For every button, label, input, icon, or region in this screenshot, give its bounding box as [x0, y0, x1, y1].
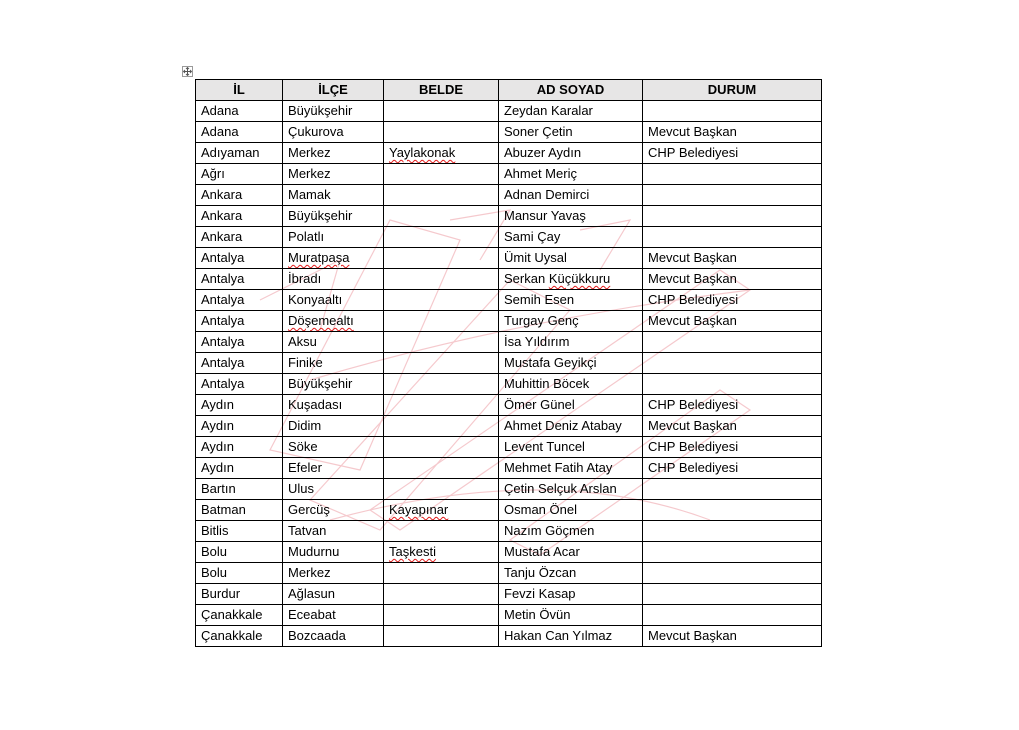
cell-belde[interactable]	[384, 521, 499, 542]
cell-ilce[interactable]: Finike	[283, 353, 384, 374]
cell-ad-soyad[interactable]: İsa Yıldırım	[499, 332, 643, 353]
cell-ilce[interactable]: Polatlı	[283, 227, 384, 248]
table-row	[196, 248, 822, 269]
table-row	[196, 584, 822, 605]
cell-ad-soyad[interactable]: Hakan Can Yılmaz	[499, 626, 643, 647]
cell-durum[interactable]	[643, 584, 822, 605]
cell-ilce[interactable]	[283, 311, 384, 332]
cell-il[interactable]: Antalya	[196, 353, 283, 374]
table-row	[196, 416, 822, 437]
cell-belde[interactable]	[384, 416, 499, 437]
cell-durum[interactable]	[643, 185, 822, 206]
cell-belde[interactable]	[384, 311, 499, 332]
cell-il[interactable]: Aydın	[196, 437, 283, 458]
cell-durum[interactable]: Mevcut Başkan	[643, 626, 822, 647]
spellcheck-word: Taşkesti	[389, 544, 436, 559]
cell-il[interactable]: Ankara	[196, 227, 283, 248]
table-row	[196, 500, 822, 521]
cell-ad-soyad[interactable]: Nazım Göçmen	[499, 521, 643, 542]
cell-il[interactable]: Bartın	[196, 479, 283, 500]
cell-belde[interactable]	[384, 626, 499, 647]
spellcheck-word: Kayapınar	[389, 502, 449, 517]
cell-durum[interactable]	[643, 353, 822, 374]
cell-il[interactable]: Bitlis	[196, 521, 283, 542]
table-row	[196, 353, 822, 374]
cell-durum[interactable]	[643, 164, 822, 185]
cell-il[interactable]: Antalya	[196, 248, 283, 269]
spellcheck-word: Yaylakonak	[389, 145, 456, 160]
cell-belde[interactable]	[384, 437, 499, 458]
cell-il[interactable]: Çanakkale	[196, 605, 283, 626]
cell-ilce[interactable]: Merkez	[283, 563, 384, 584]
cell-ad-soyad[interactable]: Muhittin Böcek	[499, 374, 643, 395]
cell-belde[interactable]	[384, 143, 499, 164]
cell-ilce[interactable]: Söke	[283, 437, 384, 458]
cell-ilce[interactable]: Gercüş	[283, 500, 384, 521]
cell-durum[interactable]: Mevcut Başkan	[643, 122, 822, 143]
cell-il[interactable]: Aydın	[196, 416, 283, 437]
cell-ad-soyad[interactable]: Fevzi Kasap	[499, 584, 643, 605]
cell-ilce[interactable]: Mudurnu	[283, 542, 384, 563]
cell-ilce[interactable]: Büyükşehir	[283, 101, 384, 122]
cell-il[interactable]: Bolu	[196, 542, 283, 563]
cell-ilce[interactable]: Aksu	[283, 332, 384, 353]
cell-il[interactable]: Bolu	[196, 563, 283, 584]
cell-ilce[interactable]: Ulus	[283, 479, 384, 500]
cell-ilce[interactable]: Çukurova	[283, 122, 384, 143]
column-header-belde: BELDE	[384, 80, 499, 101]
cell-ad-soyad[interactable]: Osman Önel	[499, 500, 643, 521]
cell-durum[interactable]	[643, 605, 822, 626]
cell-durum[interactable]: CHP Belediyesi	[643, 290, 822, 311]
cell-durum[interactable]: CHP Belediyesi	[643, 143, 822, 164]
cell-ad-soyad[interactable]	[499, 269, 643, 290]
column-header-durum: DURUM	[643, 80, 822, 101]
cell-il[interactable]: Adana	[196, 122, 283, 143]
cell-belde[interactable]	[384, 458, 499, 479]
cell-il[interactable]: Antalya	[196, 290, 283, 311]
table-row	[196, 437, 822, 458]
spellcheck-word: Döşemealtı	[288, 313, 354, 328]
cell-il[interactable]: Antalya	[196, 311, 283, 332]
cell-word: Serkan	[504, 271, 546, 286]
cell-ad-soyad[interactable]: Semih Esen	[499, 290, 643, 311]
cell-belde[interactable]	[384, 164, 499, 185]
cell-ad-soyad[interactable]: Abuzer Aydın	[499, 143, 643, 164]
cell-il[interactable]: Antalya	[196, 374, 283, 395]
cell-ilce[interactable]: Efeler	[283, 458, 384, 479]
table-row	[196, 479, 822, 500]
cell-ilce[interactable]: Merkez	[283, 143, 384, 164]
cell-belde[interactable]	[384, 374, 499, 395]
table-row	[196, 311, 822, 332]
cell-durum[interactable]	[643, 521, 822, 542]
cell-durum[interactable]	[643, 101, 822, 122]
cell-belde[interactable]	[384, 500, 499, 521]
table-row	[196, 143, 822, 164]
table-header-row	[196, 80, 822, 101]
table-row	[196, 227, 822, 248]
cell-il[interactable]: Antalya	[196, 332, 283, 353]
cell-belde[interactable]	[384, 353, 499, 374]
cell-durum[interactable]	[643, 542, 822, 563]
table-row	[196, 563, 822, 584]
cell-belde[interactable]	[384, 542, 499, 563]
cell-ad-soyad[interactable]: Mansur Yavaş	[499, 206, 643, 227]
cell-durum[interactable]: CHP Belediyesi	[643, 458, 822, 479]
cell-il[interactable]: Antalya	[196, 269, 283, 290]
cell-durum[interactable]	[643, 374, 822, 395]
cell-ilce[interactable]: Büyükşehir	[283, 374, 384, 395]
cell-ad-soyad[interactable]: Ömer Günel	[499, 395, 643, 416]
cell-belde[interactable]	[384, 290, 499, 311]
column-header-ilce: İLÇE	[283, 80, 384, 101]
cell-belde[interactable]	[384, 332, 499, 353]
cell-belde[interactable]	[384, 248, 499, 269]
cell-durum[interactable]: Mevcut Başkan	[643, 248, 822, 269]
table-row	[196, 206, 822, 227]
cell-durum[interactable]: Mevcut Başkan	[643, 269, 822, 290]
table-row	[196, 542, 822, 563]
cell-ilce[interactable]: Tatvan	[283, 521, 384, 542]
cell-belde[interactable]	[384, 479, 499, 500]
column-header-il: İL	[196, 80, 283, 101]
table-row	[196, 626, 822, 647]
cell-durum[interactable]	[643, 479, 822, 500]
cell-ilce[interactable]: Kuşadası	[283, 395, 384, 416]
cell-il[interactable]: Aydın	[196, 458, 283, 479]
mayors-table	[195, 79, 822, 647]
cell-durum[interactable]	[643, 332, 822, 353]
cell-il[interactable]: Aydın	[196, 395, 283, 416]
cell-ilce[interactable]: Mamak	[283, 185, 384, 206]
cell-ad-soyad[interactable]: Ümit Uysal	[499, 248, 643, 269]
cell-ad-soyad[interactable]: Soner Çetin	[499, 122, 643, 143]
cell-belde[interactable]	[384, 395, 499, 416]
table-row	[196, 521, 822, 542]
cell-il[interactable]: Çanakkale	[196, 626, 283, 647]
column-header-ad-soyad: AD SOYAD	[499, 80, 643, 101]
cell-belde[interactable]	[384, 122, 499, 143]
table-row	[196, 101, 822, 122]
cell-ilce[interactable]: Konyaaltı	[283, 290, 384, 311]
spellcheck-word: Küçükkuru	[548, 271, 611, 286]
cell-il[interactable]: Batman	[196, 500, 283, 521]
cell-belde[interactable]	[384, 584, 499, 605]
spellcheck-word: Muratpaşa	[288, 250, 350, 265]
cell-belde[interactable]	[384, 185, 499, 206]
cell-ilce[interactable]: Büyükşehir	[283, 206, 384, 227]
cell-durum[interactable]	[643, 563, 822, 584]
four-arrow-move-icon	[183, 67, 192, 76]
cell-belde[interactable]	[384, 563, 499, 584]
table-row	[196, 374, 822, 395]
cell-ad-soyad[interactable]: Ahmet Deniz Atabay	[499, 416, 643, 437]
cell-durum[interactable]	[643, 500, 822, 521]
cell-il[interactable]: Adıyaman	[196, 143, 283, 164]
table-row	[196, 164, 822, 185]
cell-ilce[interactable]: Merkez	[283, 164, 384, 185]
table-row	[196, 605, 822, 626]
cell-belde[interactable]	[384, 206, 499, 227]
cell-ilce[interactable]: Didim	[283, 416, 384, 437]
cell-ad-soyad[interactable]: Ahmet Meriç	[499, 164, 643, 185]
table-row	[196, 395, 822, 416]
cell-ad-soyad[interactable]: Zeydan Karalar	[499, 101, 643, 122]
cell-ad-soyad[interactable]: Mustafa Acar	[499, 542, 643, 563]
cell-il[interactable]: Ağrı	[196, 164, 283, 185]
cell-il[interactable]: Burdur	[196, 584, 283, 605]
cell-ad-soyad[interactable]: Levent Tuncel	[499, 437, 643, 458]
cell-ilce[interactable]: Bozcaada	[283, 626, 384, 647]
cell-il[interactable]: Ankara	[196, 185, 283, 206]
cell-ad-soyad[interactable]: Tanju Özcan	[499, 563, 643, 584]
cell-belde[interactable]	[384, 227, 499, 248]
cell-ilce[interactable]	[283, 248, 384, 269]
cell-belde[interactable]	[384, 269, 499, 290]
cell-ilce[interactable]: İbradı	[283, 269, 384, 290]
cell-ad-soyad[interactable]: Mustafa Geyikçi	[499, 353, 643, 374]
cell-durum[interactable]: Mevcut Başkan	[643, 311, 822, 332]
table-row	[196, 290, 822, 311]
cell-ad-soyad[interactable]: Adnan Demirci	[499, 185, 643, 206]
table-row	[196, 458, 822, 479]
cell-durum[interactable]: CHP Belediyesi	[643, 395, 822, 416]
cell-ilce[interactable]: Ağlasun	[283, 584, 384, 605]
cell-durum[interactable]: Mevcut Başkan	[643, 416, 822, 437]
table-move-handle[interactable]	[182, 66, 193, 77]
cell-ad-soyad[interactable]: Turgay Genç	[499, 311, 643, 332]
cell-durum[interactable]	[643, 206, 822, 227]
table-row	[196, 332, 822, 353]
cell-il[interactable]: Adana	[196, 101, 283, 122]
cell-durum[interactable]: CHP Belediyesi	[643, 437, 822, 458]
cell-ad-soyad[interactable]: Metin Övün	[499, 605, 643, 626]
cell-ad-soyad[interactable]: Mehmet Fatih Atay	[499, 458, 643, 479]
table-row	[196, 185, 822, 206]
table-row	[196, 269, 822, 290]
cell-ilce[interactable]: Eceabat	[283, 605, 384, 626]
cell-il[interactable]: Ankara	[196, 206, 283, 227]
cell-belde[interactable]	[384, 101, 499, 122]
cell-belde[interactable]	[384, 605, 499, 626]
cell-ad-soyad[interactable]: Çetin Selçuk Arslan	[499, 479, 643, 500]
cell-durum[interactable]	[643, 227, 822, 248]
cell-ad-soyad[interactable]: Sami Çay	[499, 227, 643, 248]
table-row	[196, 122, 822, 143]
